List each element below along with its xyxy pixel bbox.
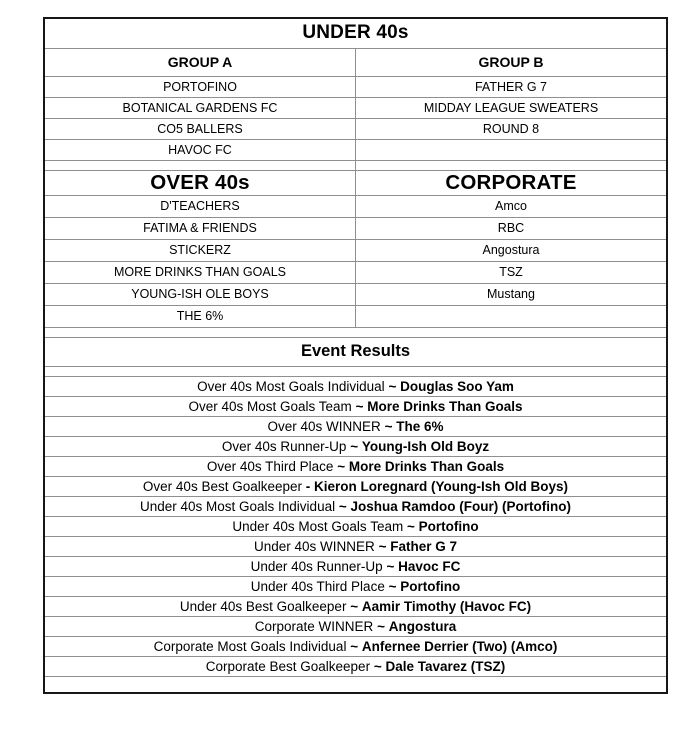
group-a-team: HAVOC FC bbox=[44, 139, 356, 160]
over40s-team: MORE DRINKS THAN GOALS bbox=[44, 261, 356, 283]
corporate-team: TSZ bbox=[356, 261, 668, 283]
result-value: More Drinks Than Goals bbox=[367, 398, 523, 414]
result-label: Over 40s Most Goals Individual bbox=[197, 378, 385, 394]
corporate-empty-cell bbox=[356, 305, 668, 327]
result-separator: ~ bbox=[388, 378, 397, 394]
result-separator: ~ bbox=[386, 558, 395, 574]
result-label: Over 40s WINNER bbox=[267, 418, 381, 434]
result-label: Under 40s WINNER bbox=[254, 538, 375, 554]
over40s-team: FATIMA & FRIENDS bbox=[44, 217, 356, 239]
result-separator: ~ bbox=[377, 618, 385, 634]
result-separator: - bbox=[305, 478, 311, 494]
result-value: Kieron Loregnard (Young-Ish Old Boys) bbox=[314, 478, 569, 494]
empty-cell bbox=[44, 366, 667, 376]
over40s-team: STICKERZ bbox=[44, 239, 356, 261]
empty-cell bbox=[44, 160, 356, 170]
empty-cell bbox=[44, 676, 667, 693]
over40s-section-title: OVER 40s bbox=[44, 170, 356, 195]
result-row bbox=[44, 636, 667, 656]
result-row bbox=[44, 476, 667, 496]
group-b-header: GROUP B bbox=[356, 48, 668, 76]
result-value: Douglas Soo Yam bbox=[400, 378, 514, 394]
result-row bbox=[44, 376, 667, 396]
over40s-team: YOUNG-ISH OLE BOYS bbox=[44, 283, 356, 305]
result-row bbox=[44, 656, 667, 676]
spacer-row bbox=[44, 676, 667, 693]
result-row bbox=[44, 576, 667, 596]
result-label: Over 40s Runner-Up bbox=[221, 438, 347, 454]
result-row bbox=[44, 596, 667, 616]
result-label: Under 40s Most Goals Team bbox=[232, 518, 404, 534]
result-label: Under 40s Third Place bbox=[250, 578, 385, 594]
result-row bbox=[44, 456, 667, 476]
result-value: Portofino bbox=[418, 518, 479, 534]
result-separator: ~ bbox=[337, 458, 346, 474]
group-a-team: PORTOFINO bbox=[44, 76, 356, 97]
empty-cell bbox=[356, 160, 668, 170]
result-value: Anfernee Derrier (Two) (Amco) bbox=[361, 638, 558, 654]
corporate-section-title: CORPORATE bbox=[356, 170, 668, 195]
result-value: Havoc FC bbox=[398, 558, 461, 574]
result-label: Under 40s Best Goalkeeper bbox=[179, 598, 347, 614]
over40s-team: D'TEACHERS bbox=[44, 195, 356, 217]
result-value: Dale Tavarez (TSZ) bbox=[385, 658, 506, 674]
result-value: Father G 7 bbox=[390, 538, 457, 554]
spacer-row bbox=[44, 160, 667, 170]
result-row bbox=[44, 536, 667, 556]
group-b-team: MIDDAY LEAGUE SWEATERS bbox=[356, 97, 668, 118]
result-value: Aamir Timothy (Havoc FC) bbox=[361, 598, 532, 614]
group-a-team: CO5 BALLERS bbox=[44, 118, 356, 139]
result-label: Over 40s Most Goals Team bbox=[188, 398, 352, 414]
group-b-team: FATHER G 7 bbox=[356, 76, 668, 97]
group-b-empty-cell bbox=[356, 139, 668, 160]
corporate-team: Angostura bbox=[356, 239, 668, 261]
result-value: Angostura bbox=[388, 618, 457, 634]
result-label: Under 40s Most Goals Individual bbox=[139, 498, 336, 514]
group-b-team: ROUND 8 bbox=[356, 118, 668, 139]
result-separator: ~ bbox=[406, 518, 415, 534]
result-label: Corporate WINNER bbox=[254, 618, 374, 634]
result-separator: ~ bbox=[373, 658, 382, 674]
result-row bbox=[44, 496, 667, 516]
result-value: Young-Ish Old Boyz bbox=[361, 438, 490, 454]
result-value: Joshua Ramdoo (Four) (Portofino) bbox=[350, 498, 571, 514]
result-separator: ~ bbox=[350, 638, 359, 654]
result-value: Portofino bbox=[400, 578, 461, 594]
event-results-title: Event Results bbox=[44, 337, 667, 366]
corporate-team: Mustang bbox=[356, 283, 668, 305]
result-value: The 6% bbox=[396, 418, 444, 434]
result-separator: ~ bbox=[388, 578, 397, 594]
result-separator: ~ bbox=[338, 498, 347, 514]
result-separator: ~ bbox=[350, 438, 359, 454]
result-label: Over 40s Third Place bbox=[206, 458, 334, 474]
spacer-row bbox=[44, 366, 667, 376]
result-separator: ~ bbox=[384, 418, 393, 434]
result-value: More Drinks Than Goals bbox=[348, 458, 505, 474]
under40s-section-title: UNDER 40s bbox=[44, 18, 667, 48]
corporate-team: Amco bbox=[356, 195, 668, 217]
result-row bbox=[44, 516, 667, 536]
result-row bbox=[44, 556, 667, 576]
result-row bbox=[44, 436, 667, 456]
corporate-team: RBC bbox=[356, 217, 668, 239]
result-separator: ~ bbox=[355, 398, 364, 414]
result-label: Corporate Most Goals Individual bbox=[153, 638, 347, 654]
result-label: Corporate Best Goalkeeper bbox=[205, 658, 371, 674]
group-a-team: BOTANICAL GARDENS FC bbox=[44, 97, 356, 118]
result-row bbox=[44, 616, 667, 636]
result-row bbox=[44, 396, 667, 416]
result-label: Under 40s Runner-Up bbox=[250, 558, 383, 574]
result-separator: ~ bbox=[378, 538, 387, 554]
tournament-table bbox=[43, 17, 668, 694]
result-separator: ~ bbox=[350, 598, 359, 614]
result-row bbox=[44, 416, 667, 436]
empty-cell bbox=[44, 327, 667, 337]
result-label: Over 40s Best Goalkeeper bbox=[142, 478, 303, 494]
spacer-row bbox=[44, 327, 667, 337]
group-a-header: GROUP A bbox=[44, 48, 356, 76]
over40s-team: THE 6% bbox=[44, 305, 356, 327]
